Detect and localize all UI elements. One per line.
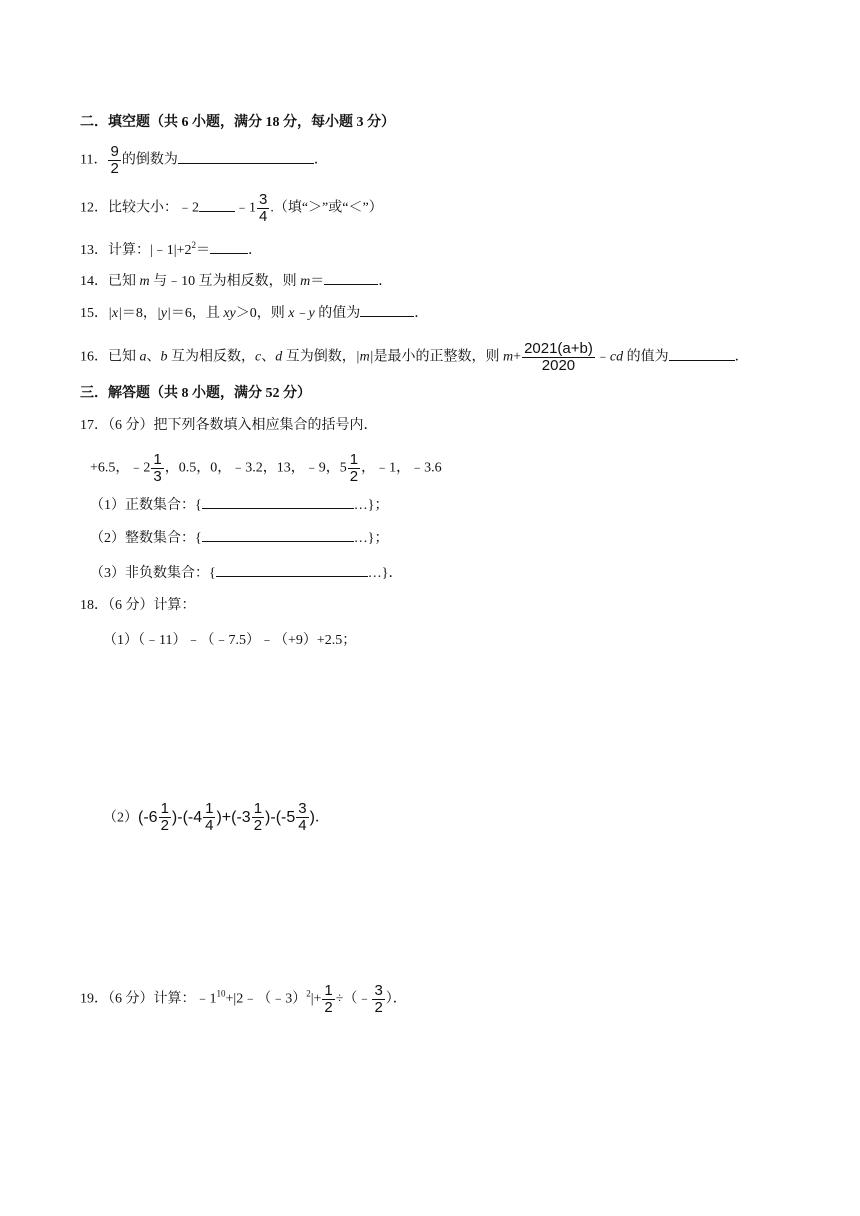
question-text: ÷（﹣ [335,991,372,1007]
punctuation: ． [313,152,328,168]
answer-blank[interactable] [199,197,235,212]
question-text: （6 分）计算：﹣1 [108,991,217,1007]
answer-blank[interactable] [202,494,354,509]
answer-blank[interactable] [210,239,248,254]
fraction-denominator: 2 [324,999,333,1016]
punctuation: ． [314,810,329,826]
variable: d [275,349,283,365]
punctuation: 、 [146,349,161,365]
positive-set [90,494,388,516]
variable: c [255,349,262,365]
integer-set [90,527,388,549]
variable: m [503,349,514,365]
punctuation: ． [734,349,749,365]
fraction-numerator: 3 [374,982,383,999]
question-19 [80,983,407,1016]
question-text: ＝6，且 [170,306,220,321]
punctuation: ． [378,274,393,289]
set-end: …}； [353,498,389,513]
variable: |x| [108,306,122,321]
fraction-numerator: 3 [259,191,268,208]
variable: m [300,274,311,289]
fraction-denominator: 2 [253,817,263,834]
punctuation: ． [248,243,263,258]
fraction-numerator: 3 [298,800,307,817]
question-17 [80,416,378,436]
section-3-heading: 三．解答题（共 8 小题，满分 52 分） [80,386,311,401]
fraction-numerator: 2021(a+b) [524,340,593,357]
non-negative-set [90,562,402,584]
superscript: 10 [216,988,226,999]
question-text: 已知 [108,274,136,289]
fraction-denominator: 2020 [541,357,576,374]
question-text: ﹣1 [235,200,256,216]
fraction [372,983,384,1016]
variable: m [139,274,150,289]
question-text: 的倒数为 [121,152,178,168]
superscript: 2 [306,988,311,999]
question-text: 与﹣10 互为相反数，则 [153,274,297,289]
fraction [296,801,308,834]
set-label: （3）非负数集合：{ [90,566,216,581]
part-label: （2） [103,810,138,826]
number-list [90,452,442,485]
question-text: |+ [310,991,322,1007]
question-12 [80,192,383,225]
fraction-numerator: 1 [205,800,214,817]
question-text: （6 分）计算： [108,598,196,613]
answer-blank[interactable] [202,527,354,542]
question-text: 计算：|﹣1|+2 [108,243,192,258]
expression-text: )-(-5 [265,808,296,826]
fraction-denominator: 3 [153,468,162,485]
fraction-denominator: 4 [259,208,268,225]
punctuation: ． [414,306,429,321]
question-text: 互为倒数， [285,349,356,365]
question-number: 14． [80,274,108,289]
operator: ﹣ [595,349,610,365]
variable: xy [223,306,236,321]
fraction [151,452,163,485]
expression-text: ) [309,808,315,826]
variable: b [160,349,168,365]
question-11 [80,144,328,177]
set-label: （1）正数集合：{ [90,498,202,513]
variable: |y| [156,306,171,321]
question-18-part-1: （1）（﹣11）﹣（﹣7.5）﹣（+9）+2.5； [103,633,357,648]
answer-blank[interactable] [360,302,414,317]
question-text: 是最小的正整数，则 [373,349,500,365]
fraction-numerator: 1 [153,451,162,468]
fraction-denominator: 4 [205,817,214,834]
fraction-numerator: 1 [349,451,359,468]
fraction [322,983,334,1016]
fraction [203,801,215,834]
superscript: 2 [191,240,197,250]
question-18 [80,596,196,616]
fraction-denominator: 2 [349,468,359,485]
fraction [257,192,269,225]
question-text: ）． [385,991,407,1007]
question-18-part-2 [103,801,329,834]
fraction [252,801,264,834]
fraction-numerator: 1 [253,800,263,817]
number-list-text: +6.5，﹣2 [90,460,151,476]
number-list-text: ，0.5，0，﹣3.2，13，﹣9，5 [164,460,347,476]
question-16 [80,341,749,374]
question-14 [80,270,392,292]
question-text: 互为相反数， [171,349,255,365]
set-end: …}． [367,566,403,581]
question-text: 的值为 [626,349,669,365]
expression-text: (-6 [138,808,158,826]
fraction-denominator: 2 [374,999,383,1016]
fraction-numerator: 1 [324,982,333,999]
answer-blank[interactable] [669,346,735,361]
number-list-text: ，﹣1，﹣3.6 [361,460,442,476]
fraction-denominator: 2 [160,817,169,834]
question-number: 18． [80,598,108,613]
fraction [108,144,120,177]
question-number: 15． [80,306,108,321]
answer-blank[interactable] [178,149,314,164]
question-text: ＞0，则 [235,306,285,321]
variable: |m| [355,349,374,365]
operator: + [513,349,522,365]
variable: x﹣y [288,306,315,321]
question-text: .（填“＞”或“＜”） [270,200,383,216]
question-text: ＝8， [121,306,157,321]
question-text: （6 分）把下列各数填入相应集合的括号内． [108,418,378,433]
set-label: （2）整数集合：{ [90,531,202,546]
question-text: 的值为 [318,306,361,321]
expression-text: )-(-4 [171,808,203,826]
question-13 [80,239,262,261]
set-end: …}； [353,531,389,546]
question-number: 13． [80,243,108,258]
question-number: 12． [80,200,108,216]
fraction [348,452,360,485]
fraction-numerator: 9 [110,143,119,160]
answer-blank[interactable] [216,562,368,577]
answer-blank[interactable] [324,270,378,285]
question-number: 11． [80,152,108,168]
fraction [159,801,171,834]
question-15 [80,302,428,324]
question-number: 17． [80,418,108,433]
section-2-heading: 二．填空题（共 6 小题，满分 18 分，每小题 3 分） [80,115,395,130]
fraction-numerator: 1 [160,800,169,817]
question-text: 比较大小：﹣2 [108,200,199,216]
question-text: 已知 [108,349,136,365]
expression-text: )+(-3 [216,808,251,826]
question-text: +|2﹣（﹣3） [225,991,307,1007]
punctuation: 、 [261,349,276,365]
question-number: 19． [80,991,108,1007]
variable: cd [609,349,624,365]
question-number: 16． [80,349,108,365]
question-text: ＝ [310,274,325,289]
fraction-denominator: 2 [110,160,119,177]
fraction [522,341,595,374]
variable: a [139,349,147,365]
question-text: ＝ [196,243,211,258]
fraction-denominator: 4 [298,817,307,834]
